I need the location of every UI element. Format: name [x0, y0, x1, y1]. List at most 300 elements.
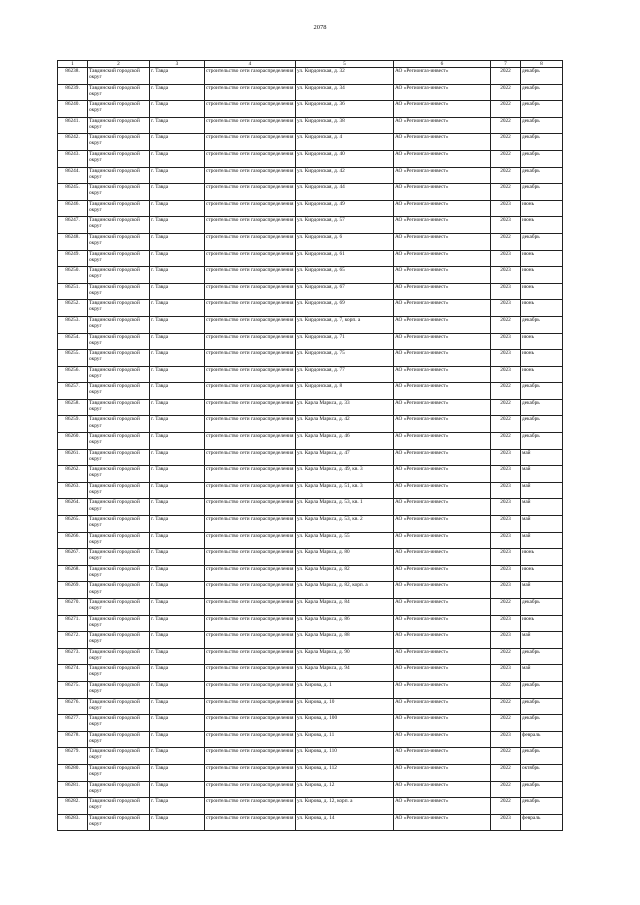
- row-number-cell: 86273.: [58, 648, 88, 665]
- work-type-cell: строительство сети газораспределения: [205, 698, 296, 715]
- register-table: [57, 60, 563, 831]
- table-row: [58, 383, 563, 400]
- executor-cell: АО «Регионгаз-инвест»: [394, 681, 491, 698]
- address-cell: ул. Кирдонская, д. 61: [296, 250, 394, 267]
- address-cell: ул. Кирова, д. 112: [296, 764, 394, 781]
- work-type-cell: строительство сети газораспределения: [205, 283, 296, 300]
- municipality-cell: Тавдинский городской округ: [88, 632, 150, 649]
- table-row: [58, 582, 563, 599]
- year-cell: 2022: [491, 416, 521, 433]
- month-cell: декабрь: [521, 599, 563, 616]
- row-number-cell: 86277.: [58, 715, 88, 732]
- address-cell: ул. Карла Маркса, д. 86: [296, 615, 394, 632]
- work-type-cell: строительство сети газораспределения: [205, 582, 296, 599]
- address-cell: ул. Кирдонская, д. 57: [296, 217, 394, 234]
- table-row: [58, 565, 563, 582]
- locality-cell: г. Тавда: [150, 167, 205, 184]
- work-type-cell: строительство сети газораспределения: [205, 350, 296, 367]
- month-cell: декабрь: [521, 68, 563, 85]
- year-cell: 2023: [491, 283, 521, 300]
- table-row: [58, 449, 563, 466]
- year-cell: 2023: [491, 200, 521, 217]
- executor-cell: АО «Регионгаз-инвест»: [394, 200, 491, 217]
- year-cell: 2023: [491, 366, 521, 383]
- column-header: 6: [394, 61, 491, 68]
- address-cell: ул. Карла Маркса, д. 88: [296, 632, 394, 649]
- address-cell: ул. Кирдонская, д. 6: [296, 233, 394, 250]
- municipality-cell: Тавдинский городской округ: [88, 416, 150, 433]
- locality-cell: г. Тавда: [150, 150, 205, 167]
- year-cell: 2023: [491, 549, 521, 566]
- year-cell: 2023: [491, 300, 521, 317]
- executor-cell: АО «Регионгаз-инвест»: [394, 84, 491, 101]
- work-type-cell: строительство сети газораспределения: [205, 84, 296, 101]
- year-cell: 2023: [491, 267, 521, 284]
- address-cell: ул. Карла Маркса, д. 94: [296, 665, 394, 682]
- month-cell: декабрь: [521, 681, 563, 698]
- year-cell: 2022: [491, 748, 521, 765]
- work-type-cell: строительство сети газораспределения: [205, 781, 296, 798]
- work-type-cell: строительство сети газораспределения: [205, 565, 296, 582]
- locality-cell: г. Тавда: [150, 665, 205, 682]
- locality-cell: г. Тавда: [150, 499, 205, 516]
- month-cell: май: [521, 516, 563, 533]
- row-number-cell: 86249.: [58, 250, 88, 267]
- work-type-cell: строительство сети газораспределения: [205, 665, 296, 682]
- executor-cell: АО «Регионгаз-инвест»: [394, 134, 491, 151]
- year-cell: 2023: [491, 333, 521, 350]
- work-type-cell: строительство сети газораспределения: [205, 499, 296, 516]
- municipality-cell: Тавдинский городской округ: [88, 648, 150, 665]
- table-row: [58, 366, 563, 383]
- work-type-cell: строительство сети газораспределения: [205, 449, 296, 466]
- row-number-cell: 86281.: [58, 781, 88, 798]
- work-type-cell: строительство сети газораспределения: [205, 184, 296, 201]
- table-row: [58, 681, 563, 698]
- year-cell: 2022: [491, 698, 521, 715]
- column-header: 7: [491, 61, 521, 68]
- table-row: [58, 316, 563, 333]
- work-type-cell: строительство сети газораспределения: [205, 632, 296, 649]
- work-type-cell: строительство сети газораспределения: [205, 134, 296, 151]
- month-cell: декабрь: [521, 101, 563, 118]
- year-cell: 2022: [491, 84, 521, 101]
- year-cell: 2022: [491, 648, 521, 665]
- table-row: [58, 731, 563, 748]
- municipality-cell: Тавдинский городской округ: [88, 798, 150, 815]
- locality-cell: г. Тавда: [150, 715, 205, 732]
- year-cell: 2023: [491, 532, 521, 549]
- locality-cell: г. Тавда: [150, 814, 205, 831]
- table-row: [58, 549, 563, 566]
- work-type-cell: строительство сети газораспределения: [205, 549, 296, 566]
- year-cell: 2022: [491, 399, 521, 416]
- month-cell: декабрь: [521, 150, 563, 167]
- locality-cell: г. Тавда: [150, 316, 205, 333]
- municipality-cell: Тавдинский городской округ: [88, 748, 150, 765]
- address-cell: ул. Карла Маркса, д. 51, кв. 3: [296, 482, 394, 499]
- executor-cell: АО «Регионгаз-инвест»: [394, 416, 491, 433]
- column-header: 4: [205, 61, 296, 68]
- row-number-cell: 86259.: [58, 416, 88, 433]
- address-cell: ул. Карла Маркса, д. 53, кв. 1: [296, 499, 394, 516]
- locality-cell: г. Тавда: [150, 632, 205, 649]
- table-row: [58, 200, 563, 217]
- table-row: [58, 516, 563, 533]
- table-row: [58, 632, 563, 649]
- locality-cell: г. Тавда: [150, 599, 205, 616]
- address-cell: ул. Карла Маркса, д. 49, кв. 3: [296, 466, 394, 483]
- executor-cell: АО «Регионгаз-инвест»: [394, 615, 491, 632]
- address-cell: ул. Кирдонская, д. 38: [296, 117, 394, 134]
- month-cell: декабрь: [521, 233, 563, 250]
- year-cell: 2022: [491, 167, 521, 184]
- row-number-cell: 86276.: [58, 698, 88, 715]
- table-row: [58, 134, 563, 151]
- municipality-cell: Тавдинский городской округ: [88, 615, 150, 632]
- work-type-cell: строительство сети газораспределения: [205, 233, 296, 250]
- municipality-cell: Тавдинский городской округ: [88, 466, 150, 483]
- table-row: [58, 300, 563, 317]
- month-cell: июнь: [521, 366, 563, 383]
- column-header: 5: [296, 61, 394, 68]
- municipality-cell: Тавдинский городской округ: [88, 134, 150, 151]
- month-cell: июнь: [521, 350, 563, 367]
- row-number-cell: 86283.: [58, 814, 88, 831]
- locality-cell: г. Тавда: [150, 449, 205, 466]
- municipality-cell: Тавдинский городской округ: [88, 366, 150, 383]
- locality-cell: г. Тавда: [150, 134, 205, 151]
- table-row: [58, 399, 563, 416]
- month-cell: июнь: [521, 283, 563, 300]
- year-cell: 2023: [491, 466, 521, 483]
- executor-cell: АО «Регионгаз-инвест»: [394, 167, 491, 184]
- table-row: [58, 184, 563, 201]
- address-cell: ул. Кирдонская, д. 32: [296, 68, 394, 85]
- municipality-cell: Тавдинский городской округ: [88, 781, 150, 798]
- address-cell: ул. Кирдонская, д. 42: [296, 167, 394, 184]
- year-cell: 2022: [491, 764, 521, 781]
- month-cell: май: [521, 449, 563, 466]
- work-type-cell: строительство сети газораспределения: [205, 681, 296, 698]
- month-cell: май: [521, 466, 563, 483]
- table-row: [58, 267, 563, 284]
- work-type-cell: строительство сети газораспределения: [205, 532, 296, 549]
- municipality-cell: Тавдинский городской округ: [88, 698, 150, 715]
- locality-cell: г. Тавда: [150, 333, 205, 350]
- municipality-cell: Тавдинский городской округ: [88, 731, 150, 748]
- year-cell: 2023: [491, 516, 521, 533]
- locality-cell: г. Тавда: [150, 482, 205, 499]
- month-cell: декабрь: [521, 698, 563, 715]
- municipality-cell: Тавдинский городской округ: [88, 217, 150, 234]
- month-cell: июнь: [521, 333, 563, 350]
- year-cell: 2023: [491, 499, 521, 516]
- month-cell: декабрь: [521, 715, 563, 732]
- work-type-cell: строительство сети газораспределения: [205, 150, 296, 167]
- row-number-cell: 86274.: [58, 665, 88, 682]
- executor-cell: АО «Регионгаз-инвест»: [394, 632, 491, 649]
- row-number-cell: 86248.: [58, 233, 88, 250]
- municipality-cell: Тавдинский городской округ: [88, 449, 150, 466]
- year-cell: 2022: [491, 150, 521, 167]
- table-row: [58, 748, 563, 765]
- executor-cell: АО «Регионгаз-инвест»: [394, 250, 491, 267]
- work-type-cell: строительство сети газораспределения: [205, 648, 296, 665]
- month-cell: декабрь: [521, 433, 563, 450]
- month-cell: декабрь: [521, 748, 563, 765]
- municipality-cell: Тавдинский городской округ: [88, 715, 150, 732]
- month-cell: декабрь: [521, 781, 563, 798]
- locality-cell: г. Тавда: [150, 433, 205, 450]
- work-type-cell: строительство сети газораспределения: [205, 715, 296, 732]
- year-cell: 2023: [491, 250, 521, 267]
- row-number-cell: 86242.: [58, 134, 88, 151]
- address-cell: ул. Карла Маркса, д. 46: [296, 433, 394, 450]
- locality-cell: г. Тавда: [150, 798, 205, 815]
- month-cell: июнь: [521, 200, 563, 217]
- locality-cell: г. Тавда: [150, 267, 205, 284]
- locality-cell: г. Тавда: [150, 300, 205, 317]
- table-row: [58, 68, 563, 85]
- address-cell: ул. Карла Маркса, д. 82: [296, 565, 394, 582]
- month-cell: май: [521, 632, 563, 649]
- row-number-cell: 86245.: [58, 184, 88, 201]
- row-number-cell: 86253.: [58, 316, 88, 333]
- year-cell: 2022: [491, 781, 521, 798]
- municipality-cell: Тавдинский городской округ: [88, 316, 150, 333]
- locality-cell: г. Тавда: [150, 698, 205, 715]
- month-cell: декабрь: [521, 416, 563, 433]
- executor-cell: АО «Регионгаз-инвест»: [394, 283, 491, 300]
- work-type-cell: строительство сети газораспределения: [205, 814, 296, 831]
- locality-cell: г. Тавда: [150, 648, 205, 665]
- executor-cell: АО «Регионгаз-инвест»: [394, 300, 491, 317]
- table-row: [58, 482, 563, 499]
- table-row: [58, 466, 563, 483]
- work-type-cell: строительство сети газораспределения: [205, 416, 296, 433]
- year-cell: 2022: [491, 101, 521, 118]
- table-row: [58, 648, 563, 665]
- work-type-cell: строительство сети газораспределения: [205, 333, 296, 350]
- table-row: [58, 532, 563, 549]
- executor-cell: АО «Регионгаз-инвест»: [394, 217, 491, 234]
- locality-cell: г. Тавда: [150, 184, 205, 201]
- address-cell: ул. Карла Маркса, д. 82, корп. а: [296, 582, 394, 599]
- row-number-cell: 86269.: [58, 582, 88, 599]
- address-cell: ул. Кирдонская, д. 36: [296, 101, 394, 118]
- row-number-cell: 86238.: [58, 68, 88, 85]
- address-cell: ул. Кирдонская, д. 40: [296, 150, 394, 167]
- municipality-cell: Тавдинский городской округ: [88, 333, 150, 350]
- municipality-cell: Тавдинский городской округ: [88, 399, 150, 416]
- municipality-cell: Тавдинский городской округ: [88, 101, 150, 118]
- address-cell: ул. Кирдонская, д. 7, корп. а: [296, 316, 394, 333]
- executor-cell: АО «Регионгаз-инвест»: [394, 68, 491, 85]
- locality-cell: г. Тавда: [150, 516, 205, 533]
- table-row: [58, 499, 563, 516]
- address-cell: ул. Кирдонская, д. 44: [296, 184, 394, 201]
- locality-cell: г. Тавда: [150, 101, 205, 118]
- locality-cell: г. Тавда: [150, 366, 205, 383]
- row-number-cell: 86272.: [58, 632, 88, 649]
- municipality-cell: Тавдинский городской округ: [88, 499, 150, 516]
- row-number-cell: 86265.: [58, 516, 88, 533]
- address-cell: ул. Кирова, д. 100: [296, 715, 394, 732]
- table-row: [58, 333, 563, 350]
- executor-cell: АО «Регионгаз-инвест»: [394, 350, 491, 367]
- municipality-cell: Тавдинский городской округ: [88, 68, 150, 85]
- row-number-cell: 86270.: [58, 599, 88, 616]
- executor-cell: АО «Регионгаз-инвест»: [394, 814, 491, 831]
- year-cell: 2022: [491, 798, 521, 815]
- executor-cell: АО «Регионгаз-инвест»: [394, 532, 491, 549]
- locality-cell: г. Тавда: [150, 466, 205, 483]
- year-cell: 2023: [491, 582, 521, 599]
- municipality-cell: Тавдинский городской округ: [88, 599, 150, 616]
- row-number-cell: 86244.: [58, 167, 88, 184]
- executor-cell: АО «Регионгаз-инвест»: [394, 399, 491, 416]
- address-cell: ул. Кирдонская, д. 67: [296, 283, 394, 300]
- row-number-cell: 86267.: [58, 549, 88, 566]
- table-row: [58, 84, 563, 101]
- work-type-cell: строительство сети газораспределения: [205, 482, 296, 499]
- month-cell: июнь: [521, 250, 563, 267]
- row-number-cell: 86247.: [58, 217, 88, 234]
- row-number-cell: 86271.: [58, 615, 88, 632]
- row-number-cell: 86256.: [58, 366, 88, 383]
- month-cell: декабрь: [521, 399, 563, 416]
- work-type-cell: строительство сети газораспределения: [205, 731, 296, 748]
- table-row: [58, 615, 563, 632]
- executor-cell: АО «Регионгаз-инвест»: [394, 698, 491, 715]
- month-cell: май: [521, 532, 563, 549]
- table-row: [58, 150, 563, 167]
- work-type-cell: строительство сети газораспределения: [205, 599, 296, 616]
- row-number-cell: 86243.: [58, 150, 88, 167]
- month-cell: декабрь: [521, 167, 563, 184]
- work-type-cell: строительство сети газораспределения: [205, 466, 296, 483]
- executor-cell: АО «Регионгаз-инвест»: [394, 748, 491, 765]
- executor-cell: АО «Регионгаз-инвест»: [394, 316, 491, 333]
- year-cell: 2022: [491, 599, 521, 616]
- page-number: 2078: [313, 24, 327, 31]
- row-number-cell: 86264.: [58, 499, 88, 516]
- address-cell: ул. Карла Маркса, д. 42: [296, 416, 394, 433]
- executor-cell: АО «Регионгаз-инвест»: [394, 582, 491, 599]
- row-number-cell: 86275.: [58, 681, 88, 698]
- executor-cell: АО «Регионгаз-инвест»: [394, 665, 491, 682]
- month-cell: декабрь: [521, 84, 563, 101]
- address-cell: ул. Карла Маркса, д. 53, кв. 2: [296, 516, 394, 533]
- executor-cell: АО «Регионгаз-инвест»: [394, 516, 491, 533]
- table-row: [58, 250, 563, 267]
- table-row: [58, 798, 563, 815]
- municipality-cell: Тавдинский городской округ: [88, 267, 150, 284]
- municipality-cell: Тавдинский городской округ: [88, 250, 150, 267]
- municipality-cell: Тавдинский городской округ: [88, 814, 150, 831]
- locality-cell: г. Тавда: [150, 582, 205, 599]
- table-row: [58, 117, 563, 134]
- year-cell: 2023: [491, 632, 521, 649]
- year-cell: 2023: [491, 731, 521, 748]
- row-number-cell: 86258.: [58, 399, 88, 416]
- municipality-cell: Тавдинский городской округ: [88, 167, 150, 184]
- address-cell: ул. Карла Маркса, д. 90: [296, 648, 394, 665]
- table-row: [58, 433, 563, 450]
- year-cell: 2022: [491, 383, 521, 400]
- work-type-cell: строительство сети газораспределения: [205, 101, 296, 118]
- locality-cell: г. Тавда: [150, 283, 205, 300]
- locality-cell: г. Тавда: [150, 200, 205, 217]
- executor-cell: АО «Регионгаз-инвест»: [394, 482, 491, 499]
- address-cell: ул. Кирдонская, д. 77: [296, 366, 394, 383]
- column-header: 1: [58, 61, 88, 68]
- year-cell: 2022: [491, 433, 521, 450]
- municipality-cell: Тавдинский городской округ: [88, 681, 150, 698]
- executor-cell: АО «Регионгаз-инвест»: [394, 449, 491, 466]
- locality-cell: г. Тавда: [150, 233, 205, 250]
- month-cell: май: [521, 582, 563, 599]
- month-cell: февраль: [521, 731, 563, 748]
- table-row: [58, 283, 563, 300]
- table-row: [58, 101, 563, 118]
- address-cell: ул. Карла Маркса, д. 33: [296, 399, 394, 416]
- month-cell: июнь: [521, 549, 563, 566]
- executor-cell: АО «Регионгаз-инвест»: [394, 333, 491, 350]
- municipality-cell: Тавдинский городской округ: [88, 482, 150, 499]
- row-number-cell: 86266.: [58, 532, 88, 549]
- month-cell: май: [521, 482, 563, 499]
- year-cell: 2023: [491, 665, 521, 682]
- table-row: [58, 781, 563, 798]
- municipality-cell: Тавдинский городской округ: [88, 549, 150, 566]
- municipality-cell: Тавдинский городской округ: [88, 283, 150, 300]
- address-cell: ул. Кирова, д. 110: [296, 748, 394, 765]
- table-row: [58, 167, 563, 184]
- executor-cell: АО «Регионгаз-инвест»: [394, 798, 491, 815]
- municipality-cell: Тавдинский городской округ: [88, 350, 150, 367]
- executor-cell: АО «Регионгаз-инвест»: [394, 233, 491, 250]
- executor-cell: АО «Регионгаз-инвест»: [394, 715, 491, 732]
- table-row: [58, 599, 563, 616]
- locality-cell: г. Тавда: [150, 731, 205, 748]
- locality-cell: г. Тавда: [150, 532, 205, 549]
- column-header: 8: [521, 61, 563, 68]
- year-cell: 2023: [491, 449, 521, 466]
- year-cell: 2023: [491, 814, 521, 831]
- row-number-cell: 86278.: [58, 731, 88, 748]
- locality-cell: г. Тавда: [150, 350, 205, 367]
- row-number-cell: 86262.: [58, 466, 88, 483]
- row-number-cell: 86251.: [58, 283, 88, 300]
- table-row: [58, 715, 563, 732]
- row-number-cell: 86240.: [58, 101, 88, 118]
- municipality-cell: Тавдинский городской округ: [88, 665, 150, 682]
- month-cell: декабрь: [521, 184, 563, 201]
- row-number-cell: 86250.: [58, 267, 88, 284]
- address-cell: ул. Кирова, д. 12, корп. а: [296, 798, 394, 815]
- column-header: 3: [150, 61, 205, 68]
- month-cell: декабрь: [521, 134, 563, 151]
- row-number-cell: 86268.: [58, 565, 88, 582]
- address-cell: ул. Кирдонская, д. 8: [296, 383, 394, 400]
- work-type-cell: строительство сети газораспределения: [205, 217, 296, 234]
- work-type-cell: строительство сети газораспределения: [205, 300, 296, 317]
- municipality-cell: Тавдинский городской округ: [88, 300, 150, 317]
- row-number-cell: 86280.: [58, 764, 88, 781]
- row-number-cell: 86241.: [58, 117, 88, 134]
